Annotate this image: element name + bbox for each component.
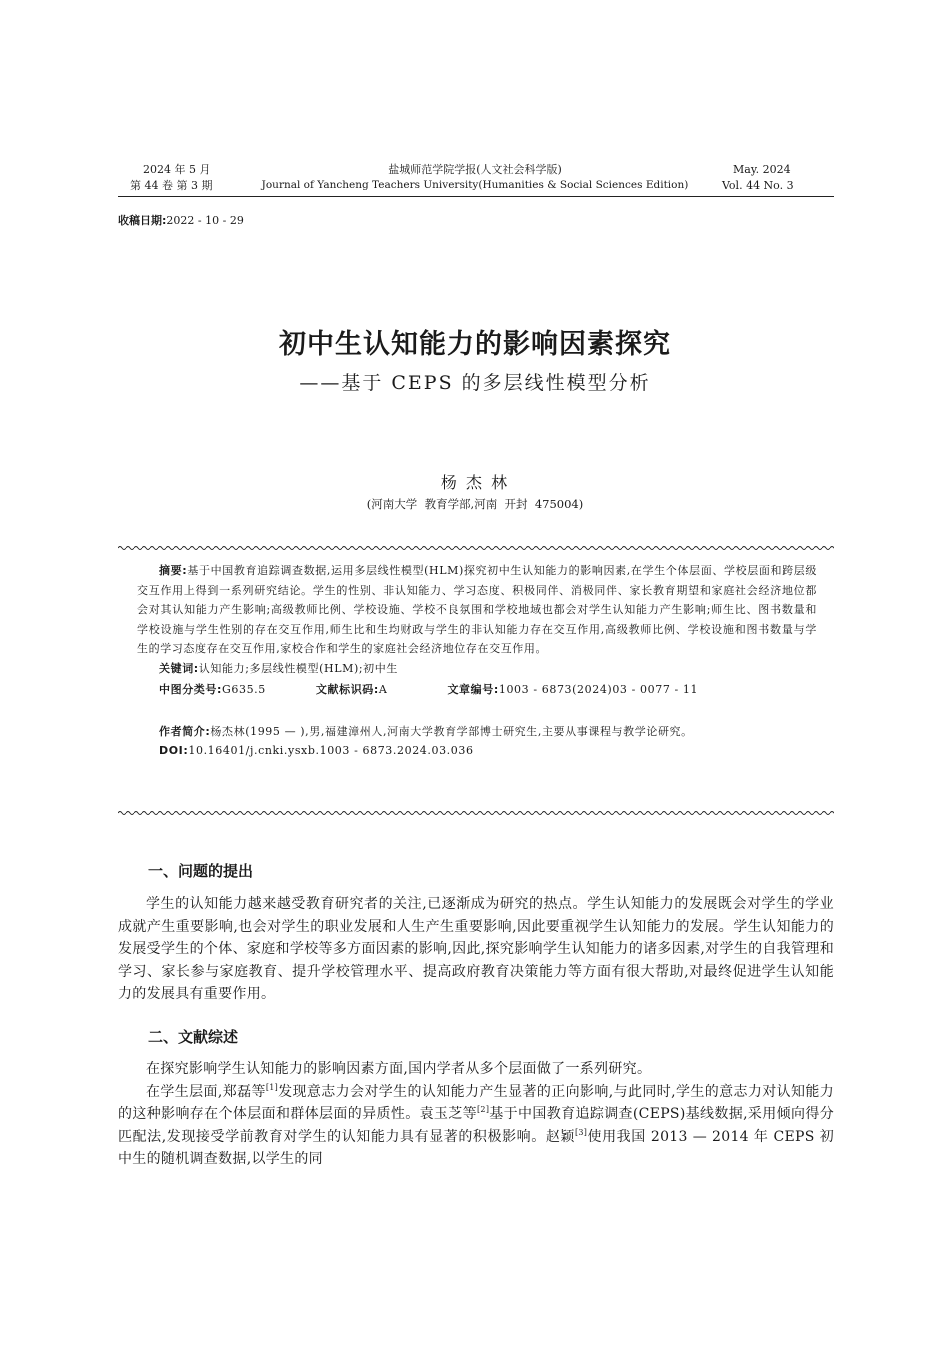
para2-part-c: 基于中国教育追踪调查(CEPS)基线数据,采用倾向得分匹配法,发现接受学前教育对学生的认知能力具有显著的积极影响。赵颖 [118,1106,834,1145]
classification-line [137,680,817,700]
clc-label: 中图分类号: [159,683,222,696]
para2-part-a: 在学生层面,郑磊等 [146,1083,266,1100]
section-heading-2: 二、文献综述 [148,1028,239,1046]
header-volume: 第 44 卷 第 3 期 [130,179,213,192]
doc-code-label: 文献标识码: [315,683,379,696]
citation-3[interactable]: [3] [575,1127,588,1137]
header-date-en: May. 2024 [733,163,791,176]
keywords-value: 认知能力;多层线性模型(HLM);初中生 [198,661,398,675]
header-rule [118,196,834,197]
header-journal-en: Journal of Yancheng Teachers University(Humanities & Social Sciences Edition) [261,179,689,191]
section-2-body [118,1058,834,1171]
author-affiliation: (河南大学 教育学部,河南 开封 475004) [366,497,584,511]
bio-label: 作者简介: [159,724,211,738]
citation-2[interactable]: [2] [477,1105,490,1114]
received-date [118,212,244,228]
article-no-label: 文章编号: [447,683,499,696]
abstract-label: 摘要: [159,564,188,577]
keywords-label: 关键词: [159,661,199,675]
doi-value: 10.16401/j.cnki.ysxb.1003 - 6873.2024.03.036 [188,744,474,757]
author-name: 杨 杰 林 [440,473,510,492]
abstract-block [137,561,817,761]
section-1-paragraph: 学生的认知能力越来越受教育研究者的关注,已逐渐成为研究的热点。学生认知能力的发展既会对学生的学业成就产生重要影响,也会对学生的职业发展和人生产生重要影响,因此要重视学生认知能力的发展。学生认知能力的发展受学生的个体、家庭和学校等多方面因素的影响,因此,探究影响学生认知能力的诸多因素,对学生的自我管理和学习、家长参与家庭教育、提升学校管理水平、提高政府教育决策能力等方面有很大帮助,对最终促进学生认知能力的发展具有重要作用。 [118,896,834,1002]
doc-code-value: A [378,683,388,696]
paper-subtitle: ——基于 CEPS 的多层线性模型分析 [299,372,651,394]
abstract-text: 基于中国教育追踪调查数据,运用多层线性模型(HLM)探究初中生认知能力的影响因素,在学生个体层面、学校层面和跨层级交互作用上得到一系列研究结论。学生的性别、非认知能力、学习态度、积极同伴、消极同伴、家长教育期望和家庭社会经济地位都会对其认知能力产生影响;高级教师比例、学校设施、学校不良氛围和学校地域也都会对学生认知能力产生影响;师生比、图书数量和学校设施与学生性别的存在交互作用,师生比和生均财政与学生的非认知能力存在交互作用,高级教师比例、学校设施和图书数量与学生的学习态度存在交互作用,家校合作和学生的家庭社会经济地位存在交互作用。 [137,564,818,655]
author-bio-line [137,722,817,742]
doi-line [137,741,817,761]
clc-value: G635.5 [222,683,266,696]
bio-value: 杨杰林(1995 — ),男,福建漳州人,河南大学教育学部博士研究生,主要从事课程与教学论研究。 [210,724,693,738]
header-journal-cn: 盐城师范学院学报(人文社会科学版) [388,163,562,176]
received-value: 2022 - 10 - 29 [166,214,244,227]
article-no-value: 1003 - 6873(2024)03 - 0077 - 11 [498,683,699,696]
section-2-paragraph-2 [118,1081,834,1171]
section-heading-1: 一、问题的提出 [148,862,254,880]
header-volume-en: Vol. 44 No. 3 [722,179,794,192]
paper-title: 初中生认知能力的影响因素探究 [279,329,671,360]
citation-1[interactable]: [1] [265,1082,279,1092]
received-label: 收稿日期: [118,214,167,227]
doi-label: DOI: [159,744,189,757]
section-2-paragraph-1: 在探究影响学生认知能力的影响因素方面,国内学者从多个层面做了一系列研究。 [146,1061,652,1077]
abstract-paragraph [137,561,817,659]
abstract-bottom-border [118,809,834,817]
para2-part-b: 发现意志力会对学生的认知能力产生显著的正向影响,与此同时,学生的意志力对认知能力的这种影响存在个体层面和群体层面的异质性。袁玉芝等 [118,1083,834,1122]
keywords-line [137,659,817,679]
abstract-top-border [118,544,834,552]
header-issue-date: 2024 年 5 月 [143,163,211,176]
para2-part-d: 使用我国 2013 — 2014 年 CEPS 初中生的随机调查数据,以学生的同 [118,1128,834,1167]
section-1-body [118,893,834,1006]
